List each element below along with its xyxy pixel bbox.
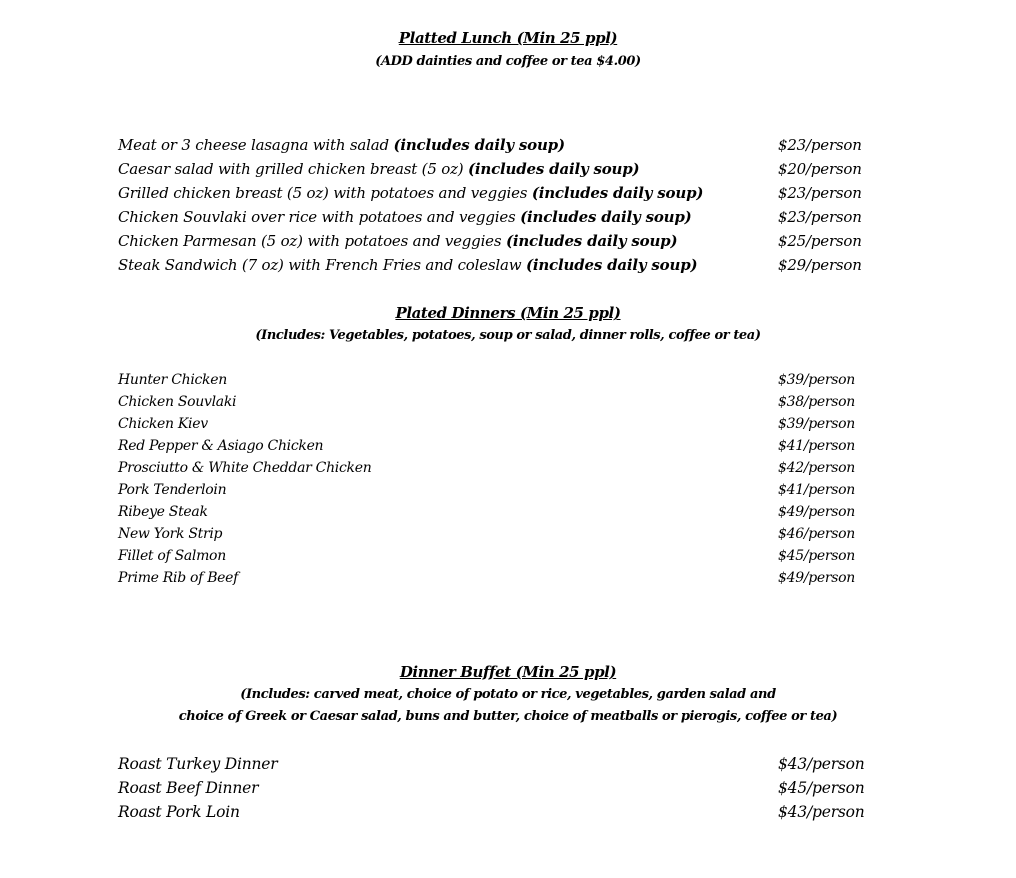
lunch-menu-list — [118, 133, 878, 277]
menu-item-price: $41/person — [778, 482, 856, 498]
menu-item-price: $49/person — [778, 570, 856, 586]
dinners-menu-list — [118, 369, 878, 589]
menu-item-price: $23/person — [778, 136, 862, 154]
menu-item — [118, 776, 878, 800]
menu-item-name: Roast Beef Dinner — [118, 779, 259, 797]
menu-item — [118, 567, 878, 589]
menu-item-name: Grilled chicken breast (5 oz) with potatoes and veggies (includes daily soup) — [118, 184, 704, 202]
menu-item — [118, 800, 878, 824]
buffet-menu-list — [118, 752, 878, 824]
menu-item — [118, 435, 878, 457]
menu-item — [118, 501, 878, 523]
menu-item-price: $20/person — [778, 160, 862, 178]
dinners-section-title: Plated Dinners (Min 25 ppl) — [395, 304, 621, 322]
menu-item-price: $45/person — [778, 548, 856, 564]
menu-item — [118, 457, 878, 479]
menu-item-note: (includes daily soup) — [520, 208, 692, 226]
menu-item — [118, 523, 878, 545]
menu-item — [118, 229, 878, 253]
menu-item — [118, 181, 878, 205]
buffet-section-title: Dinner Buffet (Min 25 ppl) — [399, 663, 617, 681]
menu-item-note: (includes daily soup) — [505, 232, 678, 250]
buffet-section-subtitle-line1: (Includes: carved meat, choice of potato or rice, vegetables, garden salad and — [240, 687, 776, 702]
menu-item — [118, 413, 878, 435]
menu-item-price: $23/person — [778, 208, 862, 226]
menu-item — [118, 391, 878, 413]
menu-item-name: Chicken Souvlaki over rice with potatoes and veggies (includes daily soup) — [118, 208, 692, 226]
menu-item-price: $41/person — [778, 438, 856, 454]
menu-item-name: Roast Pork Loin — [118, 803, 240, 821]
menu-item — [118, 133, 878, 157]
menu-item — [118, 253, 878, 277]
menu-item — [118, 479, 878, 501]
menu-item-name: Chicken Souvlaki — [118, 394, 237, 410]
lunch-section-subtitle: (ADD dainties and coffee or tea $4.00) — [375, 54, 641, 69]
menu-item — [118, 545, 878, 567]
menu-item-price: $43/person — [778, 803, 865, 821]
dinners-section-subtitle: (Includes: Vegetables, potatoes, soup or salad, dinner rolls, coffee or tea) — [255, 328, 761, 343]
menu-item-price: $42/person — [778, 460, 856, 476]
menu-item-name: New York Strip — [118, 526, 223, 542]
menu-item — [118, 752, 878, 776]
menu-item-price: $25/person — [778, 232, 862, 250]
menu-item-name: Steak Sandwich (7 oz) with French Fries and coleslaw (includes daily soup) — [118, 256, 698, 274]
menu-item — [118, 205, 878, 229]
menu-item — [118, 369, 878, 391]
menu-item-name: Prosciutto & White Cheddar Chicken — [118, 460, 372, 476]
lunch-section-title: Platted Lunch (Min 25 ppl) — [398, 29, 618, 47]
menu-item-price: $23/person — [778, 184, 862, 202]
menu-item-note: (includes daily soup) — [468, 160, 640, 178]
menu-item-name: Chicken Parmesan (5 oz) with potatoes and veggies (includes daily soup) — [118, 232, 678, 250]
menu-item-name: Ribeye Steak — [118, 504, 208, 520]
menu-item-price: $39/person — [778, 416, 856, 432]
menu-item-name: Caesar salad with grilled chicken breast (5 oz) (includes daily soup) — [118, 160, 640, 178]
menu-item-name: Fillet of Salmon — [118, 548, 226, 564]
menu-item-name: Prime Rib of Beef — [118, 570, 239, 586]
menu-item-price: $43/person — [778, 755, 865, 773]
menu-item-price: $45/person — [778, 779, 865, 797]
menu-item-note: (includes daily soup) — [531, 184, 704, 202]
menu-item — [118, 157, 878, 181]
menu-item-price: $39/person — [778, 372, 856, 388]
menu-item-name: Roast Turkey Dinner — [118, 755, 278, 773]
menu-item-price: $38/person — [778, 394, 856, 410]
menu-item-name: Hunter Chicken — [118, 372, 227, 388]
menu-item-name: Pork Tenderloin — [118, 482, 227, 498]
menu-item-note: (includes daily soup) — [525, 256, 698, 274]
menu-item-name: Chicken Kiev — [118, 416, 208, 432]
buffet-section-subtitle-line2: choice of Greek or Caesar salad, buns and butter, choice of meatballs or pierogis, coffee or tea) — [178, 709, 838, 724]
menu-item-name: Meat or 3 cheese lasagna with salad (includes daily soup) — [118, 136, 565, 154]
menu-item-name: Red Pepper & Asiago Chicken — [118, 438, 324, 454]
menu-item-price: $49/person — [778, 504, 856, 520]
menu-item-price: $29/person — [778, 256, 862, 274]
menu-item-price: $46/person — [778, 526, 856, 542]
menu-item-note: (includes daily soup) — [393, 136, 565, 154]
